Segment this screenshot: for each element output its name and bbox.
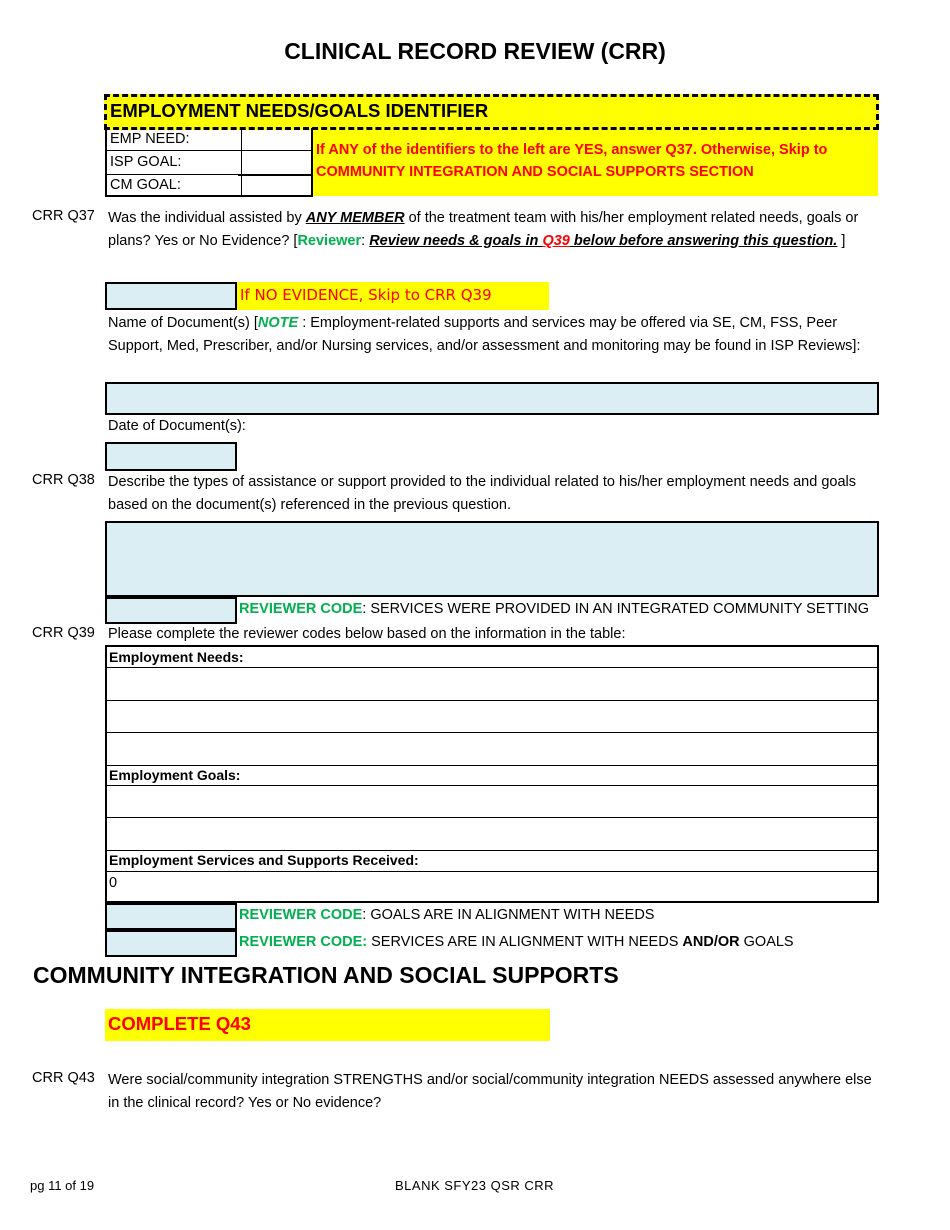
- q39-code2-label: REVIEWER CODE:: [239, 934, 368, 950]
- q38-reviewer-code-input[interactable]: [105, 597, 237, 624]
- q37-reviewer: Reviewer: [297, 232, 362, 249]
- q39-table: [105, 645, 879, 903]
- page-title: CLINICAL RECORD REVIEW (CRR): [284, 38, 666, 64]
- q39-goals-row[interactable]: [107, 817, 877, 851]
- identifier-isp-goal-label: ISP GOAL:: [107, 150, 242, 175]
- q39-code1: [239, 905, 654, 925]
- q39-goals-row[interactable]: [107, 785, 877, 818]
- q39-code2: [239, 932, 794, 952]
- q39-code1-label: REVIEWER CODE: [239, 907, 363, 923]
- q39-code2-input[interactable]: [105, 930, 237, 957]
- q43-question: Were social/community integration STRENGTHS and/or social/community integration NEEDS assessed anywhere else in the clinical record? Yes or No evidence?: [108, 1072, 872, 1111]
- footer-document-name: BLANK SFY23 QSR CRR: [395, 1178, 555, 1193]
- identifier-instruction: If ANY of the identifiers to the left are YES, answer Q37. Otherwise, Skip to COMMUNITY INTEGRATION AND SOCIAL SUPPORTS SECTION: [313, 130, 878, 196]
- q37-document-name-label: [108, 312, 878, 357]
- q39-services-label: Employment Services and Supports Received:: [109, 852, 419, 868]
- identifier-table: [105, 128, 313, 197]
- q39-goals-label: Employment Goals:: [109, 767, 241, 783]
- q37-note-word: NOTE: [257, 315, 299, 331]
- q39-question: Please complete the reviewer codes below based on the information in the table:: [108, 626, 626, 642]
- q37-text-before: Was the individual assisted by: [108, 210, 306, 226]
- q39-label: CRR Q39: [32, 625, 95, 641]
- q37-colon: :: [361, 232, 370, 249]
- q37-document-name-input[interactable]: [105, 382, 879, 415]
- q39-services-header-row: [107, 850, 877, 872]
- q43-label: CRR Q43: [32, 1070, 95, 1086]
- q39-services-row[interactable]: [107, 871, 877, 904]
- q37-skip-note: If NO EVIDENCE, Skip to CRR Q39: [237, 282, 549, 310]
- q37-doc-name-open: Name of Document(s) [: [108, 315, 258, 331]
- q37-answer-input[interactable]: [105, 282, 237, 310]
- q38-description-input[interactable]: [105, 521, 879, 597]
- q38-reviewer-code-text: : SERVICES WERE PROVIDED IN AN INTEGRATED COMMUNITY SETTING: [362, 601, 870, 617]
- q39-goals-header-row: [107, 765, 877, 786]
- q37-doc-name-rest: : Employment-related supports and services may be offered via SE, CM, FSS, Peer Support, Med, Prescriber, and/or Nursing services, and/or assessment and monitoring may be found in ISP Reviews]:: [108, 315, 861, 354]
- identifier-cm-goal-label: CM GOAL:: [107, 174, 242, 196]
- q37-date-label: Date of Document(s):: [108, 418, 246, 434]
- q39-code2-text-a: SERVICES ARE IN ALIGNMENT WITH NEEDS: [367, 934, 683, 950]
- q39-needs-row[interactable]: [107, 667, 877, 701]
- identifier-heading-box: [104, 94, 879, 130]
- footer-page-number: pg 11 of 19: [30, 1178, 95, 1193]
- q37-review-note-a: Review needs & goals in: [369, 232, 543, 249]
- section-banner: COMPLETE Q43: [105, 1009, 550, 1041]
- q39-services-value: 0: [109, 875, 118, 891]
- identifier-heading: EMPLOYMENT NEEDS/GOALS IDENTIFIER: [110, 100, 489, 121]
- q37-close: ]: [837, 232, 846, 249]
- q37-label: CRR Q37: [32, 208, 95, 224]
- identifier-emp-need-input[interactable]: [238, 128, 313, 151]
- q38-label: CRR Q38: [32, 472, 95, 488]
- q39-needs-row[interactable]: [107, 732, 877, 766]
- q38-question: Describe the types of assistance or support provided to the individual related to his/her employment needs and goals based on the document(s) referenced in the previous question.: [108, 474, 856, 513]
- q38-reviewer-code: [239, 599, 869, 619]
- q39-needs-row[interactable]: [107, 700, 877, 733]
- q37-question: [108, 207, 878, 252]
- identifier-cm-goal-input[interactable]: [238, 174, 313, 196]
- identifier-isp-goal-input[interactable]: [238, 150, 313, 176]
- q37-date-input[interactable]: [105, 442, 237, 471]
- q39-code2-text-b: GOALS: [739, 934, 794, 950]
- q37-any-member: ANY MEMBER: [305, 210, 405, 226]
- q39-needs-label: Employment Needs:: [109, 649, 244, 665]
- q39-code2-andor: AND/OR: [682, 934, 740, 950]
- q39-code1-text: : GOALS ARE IN ALIGNMENT WITH NEEDS: [362, 907, 655, 923]
- identifier-emp-need-label: EMP NEED:: [107, 128, 242, 151]
- q37-q39-ref: Q39: [542, 232, 570, 249]
- q39-code1-input[interactable]: [105, 903, 237, 930]
- q37-review-note-b: below before answering this question.: [569, 232, 838, 249]
- section-title: COMMUNITY INTEGRATION AND SOCIAL SUPPORTS: [33, 962, 619, 988]
- q37-text-after: of the treatment team with his/her employment related needs, goals or plans? Yes or No Evidence? [: [108, 210, 859, 249]
- q38-reviewer-code-label: REVIEWER CODE: [239, 601, 363, 617]
